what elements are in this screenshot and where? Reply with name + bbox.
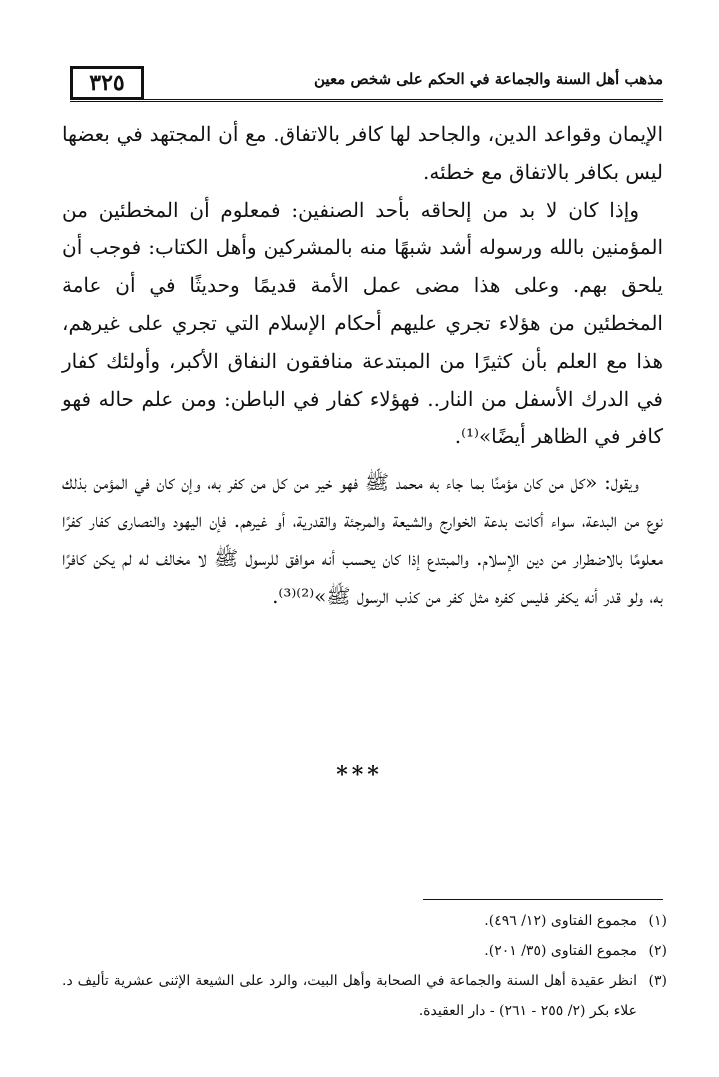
footnotes [62, 906, 667, 1026]
paragraph-2: وإذا كان لا بد من إلحاقه بأحد الصنفين: فمعلوم أن المخطئين من المؤمنين بالله ورسوله أشد شبهًا منه بالمشركين وأهل الكتاب: فوجب أن يلحق بهم. وعلى هذا مضى عمل الأمة قديمًا وحديثًا في أن عامة المخطئين من هؤلاء تجري عليهم أحكام الإسلام التي تجري على غيرهم، هذا مع العلم بأن كثيرًا من المبتدعة منافقون النفاق الأكبر، وأولئك كفار في الدرك الأسفل من النار.. فهؤلاء كفار في الباطن: ومن علم حاله فهو كافر في الظاهر أيضًا»⁽¹⁾. [62, 197, 663, 449]
footnote-text: انظر عقيدة أهل السنة والجماعة في الصحابة وأهل البيت، والرد على الشيعة الإثنى عشرية تأليف د. علاء بكر (٢/ ٢٥٥ - ٢٦١) - دار العقيدة. [62, 973, 637, 1019]
page-header [70, 62, 663, 102]
footnote-number: (١) [648, 913, 667, 929]
page-number: ٣٢٥ [70, 66, 144, 100]
footnote-2 [62, 936, 667, 966]
footnote-3 [62, 966, 667, 1026]
section-separator: *** [336, 762, 383, 788]
footnote-divider [423, 899, 663, 900]
footnote-number: (٢) [648, 943, 667, 959]
paragraph-3: ويقول: «كل من كان مؤمنًا بما جاء به محمد ﷺ فهو خير من كل من كفر به، وإن كان في المؤمن بذلك نوع من البدعة، سواء أكانت بدعة الخوارج والشيعة والمرجئة والقدرية، أو غيرهم. فإن اليهود والنصارى كفار كفرًا معلومًا بالاضطرار من دين الإسلام. والمبتدع إذا كان يحسب أنه موافق للرسول ﷺ لا مخالف له لم يكن كافرًا به، ولو قدر أنه يكفر فليس كفره مثل كفر من كذب الرسول ﷺ»⁽²⁾⁽³⁾. [62, 470, 663, 608]
header-divider [70, 99, 663, 102]
paragraph-gap [62, 456, 663, 464]
footnote-text: مجموع الفتاوى (٣٥/ ٢٠١). [484, 943, 637, 959]
main-text [62, 116, 663, 615]
footnote-text: مجموع الفتاوى (١٢/ ٤٩٦). [484, 913, 637, 929]
footnote-1 [62, 906, 667, 936]
paragraph-1: الإيمان وقواعد الدين، والجاحد لها كافر بالاتفاق. مع أن المجتهد في بعضها ليس بكافر بالاتفاق مع خطئه. [62, 122, 663, 184]
running-title: مذهب أهل السنة والجماعة في الحكم على شخص معين [314, 70, 663, 88]
footnote-number: (٣) [648, 973, 667, 989]
